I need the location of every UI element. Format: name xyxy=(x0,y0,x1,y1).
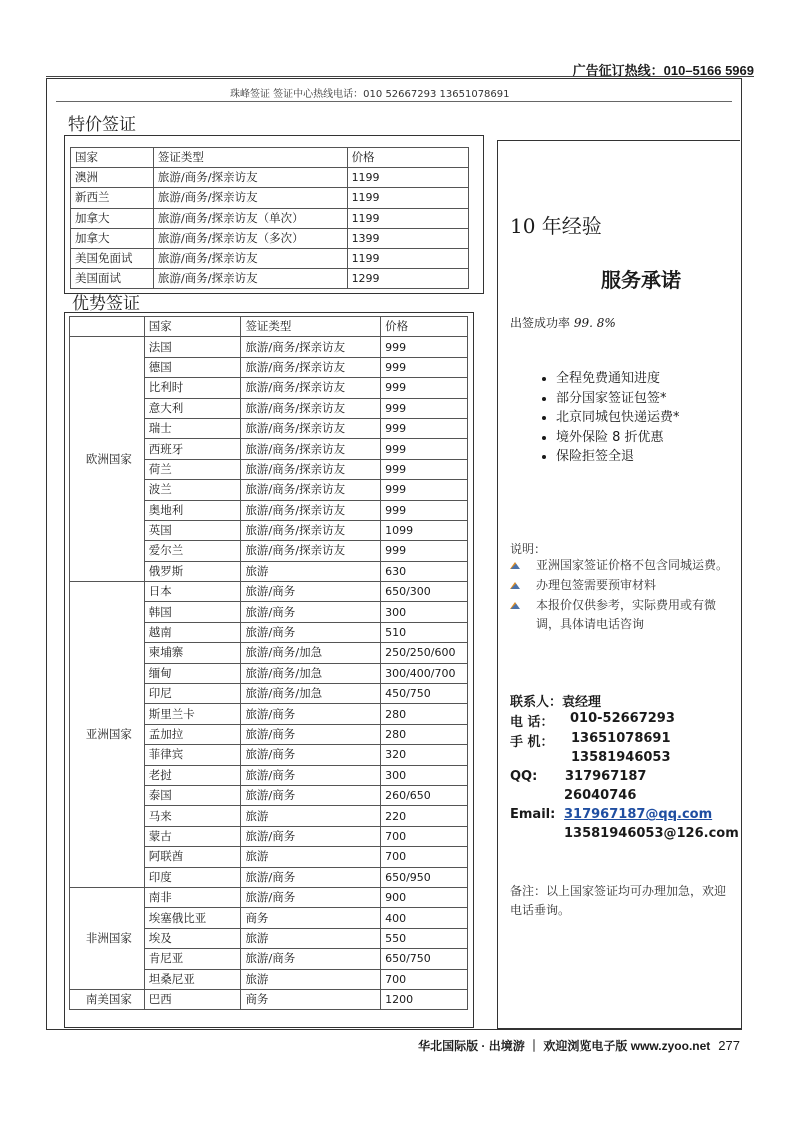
visa-type-cell: 旅游/商务/探亲访友 xyxy=(241,541,381,561)
success-rate-value: 99. 8% xyxy=(573,316,616,330)
page-number: 277 xyxy=(718,1038,740,1053)
country-cell: 印度 xyxy=(144,867,241,887)
column-header: 签证类型 xyxy=(241,317,381,337)
price-cell: 450/750 xyxy=(381,684,468,704)
price-cell: 280 xyxy=(381,724,468,744)
country-cell: 加拿大 xyxy=(71,208,154,228)
remark: 备注：以上国家签证均可办理加急，欢迎电话垂询。 xyxy=(510,884,727,917)
visa-type-cell: 旅游/商务/探亲访友 xyxy=(153,168,347,188)
visa-type-cell: 旅游/商务/探亲访友 xyxy=(241,520,381,540)
price-cell: 650/950 xyxy=(381,867,468,887)
country-cell: 日本 xyxy=(144,582,241,602)
advantage-visa-title: 优势签证 xyxy=(72,294,140,314)
country-cell: 柬埔寨 xyxy=(144,643,241,663)
country-cell: 越南 xyxy=(144,622,241,642)
table-row xyxy=(71,228,469,248)
visa-type-cell: 旅游/商务/探亲访友 xyxy=(241,357,381,377)
price-cell: 999 xyxy=(381,439,468,459)
price-cell: 1199 xyxy=(347,248,468,268)
contact-mobile-1: 13651078691 xyxy=(571,731,671,746)
visa-type-cell: 旅游/商务 xyxy=(241,745,381,765)
price-cell: 1200 xyxy=(381,989,468,1009)
visa-type-cell: 旅游/商务 xyxy=(241,622,381,642)
price-cell: 250/250/600 xyxy=(381,643,468,663)
table-row xyxy=(70,887,468,907)
visa-type-cell: 旅游/商务/探亲访友（单次） xyxy=(153,208,347,228)
special-visa-title: 特价签证 xyxy=(68,115,136,135)
country-cell: 波兰 xyxy=(144,480,241,500)
table-row xyxy=(70,337,468,357)
visa-type-cell: 旅游/商务 xyxy=(241,602,381,622)
visa-type-cell: 旅游/商务 xyxy=(241,887,381,907)
list-item: • 保险拒签全退 xyxy=(556,447,680,467)
contact-email-2: 13581946053@126.com xyxy=(564,826,739,841)
country-cell: 德国 xyxy=(144,357,241,377)
list-item: 亚洲国家签证价格不包含同城运费。 xyxy=(510,556,735,575)
price-cell: 1299 xyxy=(347,269,468,289)
special-visa-table xyxy=(70,147,469,289)
country-cell: 英国 xyxy=(144,520,241,540)
price-cell: 550 xyxy=(381,928,468,948)
price-cell: 700 xyxy=(381,847,468,867)
price-cell: 630 xyxy=(381,561,468,581)
success-rate xyxy=(510,314,616,331)
country-cell: 斯里兰卡 xyxy=(144,704,241,724)
visa-type-cell: 旅游/商务/探亲访友 xyxy=(241,439,381,459)
price-cell: 999 xyxy=(381,541,468,561)
price-cell: 999 xyxy=(381,337,468,357)
price-cell: 700 xyxy=(381,969,468,989)
price-cell: 999 xyxy=(381,398,468,418)
country-cell: 孟加拉 xyxy=(144,724,241,744)
visa-type-cell: 旅游/商务/加急 xyxy=(241,643,381,663)
email-link[interactable]: 317967187@qq.com xyxy=(564,807,713,822)
table-row xyxy=(71,188,469,208)
country-cell: 缅甸 xyxy=(144,663,241,683)
country-cell: 肯尼亚 xyxy=(144,949,241,969)
contact-tel: 010-52667293 xyxy=(570,711,675,726)
country-cell: 老挝 xyxy=(144,765,241,785)
success-rate-label: 出签成功率 xyxy=(510,316,571,330)
visa-type-cell: 旅游/商务 xyxy=(241,826,381,846)
region-cell: 南美国家 xyxy=(70,989,145,1009)
visa-type-cell: 旅游/商务 xyxy=(241,724,381,744)
visa-type-cell: 商务 xyxy=(241,989,381,1009)
price-cell: 999 xyxy=(381,418,468,438)
pyramid-bullet-icon xyxy=(510,582,520,589)
visa-type-cell: 旅游/商务/探亲访友 xyxy=(153,188,347,208)
column-header: 国家 xyxy=(144,317,241,337)
country-cell: 埃塞俄比亚 xyxy=(144,908,241,928)
visa-type-cell: 旅游/商务/探亲访友 xyxy=(241,480,381,500)
country-cell: 瑞士 xyxy=(144,418,241,438)
contact-person: 联系人：袁经理 xyxy=(510,695,602,710)
sub-header: 珠峰签证 签证中心热线电话：010 52667293 13651078691 xyxy=(230,89,510,100)
table-row xyxy=(70,582,468,602)
price-cell: 320 xyxy=(381,745,468,765)
visa-type-cell: 旅游/商务/探亲访友 xyxy=(241,398,381,418)
country-cell: 南非 xyxy=(144,887,241,907)
price-cell: 999 xyxy=(381,378,468,398)
sub-header-rule xyxy=(56,101,732,102)
list-item: • 部分国家签证包签* xyxy=(556,389,680,409)
country-cell: 新西兰 xyxy=(71,188,154,208)
visa-type-cell: 旅游/商务/探亲访友 xyxy=(241,337,381,357)
contact-label-tel: 电 话： xyxy=(510,715,554,730)
country-cell: 美国免面试 xyxy=(71,248,154,268)
country-cell: 荷兰 xyxy=(144,459,241,479)
price-cell: 300 xyxy=(381,765,468,785)
country-cell: 泰国 xyxy=(144,785,241,805)
visa-type-cell: 旅游/商务/加急 xyxy=(241,684,381,704)
country-cell: 蒙古 xyxy=(144,826,241,846)
top-rule xyxy=(46,76,754,77)
country-cell: 法国 xyxy=(144,337,241,357)
price-cell: 1099 xyxy=(381,520,468,540)
visa-type-cell: 旅游/商务/探亲访友 xyxy=(153,248,347,268)
visa-type-cell: 旅游/商务 xyxy=(241,867,381,887)
visa-type-cell: 旅游/商务 xyxy=(241,704,381,724)
advantage-visa-table xyxy=(69,316,468,1010)
pyramid-bullet-icon xyxy=(510,562,520,569)
visa-type-cell: 旅游/商务/加急 xyxy=(241,663,381,683)
visa-type-cell: 旅游/商务 xyxy=(241,785,381,805)
price-cell: 510 xyxy=(381,622,468,642)
table-header-row xyxy=(71,148,469,168)
price-cell: 280 xyxy=(381,704,468,724)
price-cell: 1199 xyxy=(347,208,468,228)
price-cell: 1199 xyxy=(347,168,468,188)
country-cell: 阿联酋 xyxy=(144,847,241,867)
price-cell: 300 xyxy=(381,602,468,622)
list-item: • 北京同城包快递运费* xyxy=(556,408,680,428)
list-item: • 全程免费通知进度 xyxy=(556,369,680,389)
list-item: 本报价仅供参考，实际费用或有微调，具体请电话咨询 xyxy=(510,596,735,634)
table-row xyxy=(71,248,469,268)
service-bullet-list xyxy=(530,369,680,467)
visa-type-cell: 旅游 xyxy=(241,969,381,989)
visa-type-cell: 旅游 xyxy=(241,561,381,581)
footer-text: 华北国际版 · 出境游 ｜ 欢迎浏览电子版 www.zyoo.net xyxy=(418,1039,711,1053)
table-header-row xyxy=(70,317,468,337)
country-cell: 爱尔兰 xyxy=(144,541,241,561)
region-cell: 欧洲国家 xyxy=(70,337,145,582)
price-cell: 900 xyxy=(381,887,468,907)
contact-label-qq: QQ: xyxy=(510,769,538,784)
country-cell: 菲律宾 xyxy=(144,745,241,765)
visa-type-cell: 商务 xyxy=(241,908,381,928)
table-row xyxy=(71,168,469,188)
price-cell: 1199 xyxy=(347,188,468,208)
experience-heading: 10 年经验 xyxy=(510,214,602,238)
visa-type-cell: 旅游/商务/探亲访友 xyxy=(153,269,347,289)
visa-type-cell: 旅游/商务 xyxy=(241,949,381,969)
country-cell: 奥地利 xyxy=(144,500,241,520)
list-item: • 境外保险 8 折优惠 xyxy=(556,428,680,448)
country-cell: 意大利 xyxy=(144,398,241,418)
contact-qq-1: 317967187 xyxy=(565,769,647,784)
column-header: 国家 xyxy=(71,148,154,168)
pyramid-bullet-icon xyxy=(510,602,520,609)
visa-type-cell: 旅游 xyxy=(241,847,381,867)
price-cell: 400 xyxy=(381,908,468,928)
country-cell: 马来 xyxy=(144,806,241,826)
visa-type-cell: 旅游/商务 xyxy=(241,765,381,785)
table-row xyxy=(70,989,468,1009)
footer xyxy=(418,1037,740,1054)
country-cell: 韩国 xyxy=(144,602,241,622)
country-cell: 澳洲 xyxy=(71,168,154,188)
column-header: 签证类型 xyxy=(153,148,347,168)
country-cell: 美国面试 xyxy=(71,269,154,289)
column-header: 价格 xyxy=(347,148,468,168)
table-row xyxy=(71,208,469,228)
region-cell: 亚洲国家 xyxy=(70,582,145,888)
price-cell: 650/750 xyxy=(381,949,468,969)
price-cell: 1399 xyxy=(347,228,468,248)
country-cell: 巴西 xyxy=(144,989,241,1009)
contact-email-1[interactable] xyxy=(564,807,712,822)
contact-mobile-2: 13581946053 xyxy=(571,750,671,765)
price-cell: 999 xyxy=(381,459,468,479)
price-cell: 999 xyxy=(381,480,468,500)
visa-type-cell: 旅游/商务 xyxy=(241,582,381,602)
price-cell: 220 xyxy=(381,806,468,826)
price-cell: 999 xyxy=(381,500,468,520)
visa-type-cell: 旅游 xyxy=(241,928,381,948)
visa-type-cell: 旅游/商务/探亲访友 xyxy=(241,459,381,479)
visa-type-cell: 旅游/商务/探亲访友 xyxy=(241,418,381,438)
service-promise-heading: 服务承诺 xyxy=(601,268,681,292)
country-cell: 埃及 xyxy=(144,928,241,948)
visa-type-cell: 旅游/商务/探亲访友 xyxy=(241,378,381,398)
country-cell: 俄罗斯 xyxy=(144,561,241,581)
notes-title: 说明： xyxy=(510,542,547,556)
price-cell: 650/300 xyxy=(381,582,468,602)
ad-hotline: 广告征订热线：010–5166 5969 xyxy=(572,63,754,78)
region-header-cell xyxy=(70,317,145,337)
price-cell: 260/650 xyxy=(381,785,468,805)
contact-qq-2: 26040746 xyxy=(564,788,637,803)
visa-type-cell: 旅游/商务/探亲访友（多次） xyxy=(153,228,347,248)
country-cell: 比利时 xyxy=(144,378,241,398)
column-header: 价格 xyxy=(381,317,468,337)
table-row xyxy=(71,269,469,289)
country-cell: 西班牙 xyxy=(144,439,241,459)
price-cell: 999 xyxy=(381,357,468,377)
notes-list xyxy=(510,556,735,635)
list-item: 办理包签需要预审材料 xyxy=(510,576,735,595)
contact-label-email: Email: xyxy=(510,807,556,822)
visa-type-cell: 旅游 xyxy=(241,806,381,826)
visa-type-cell: 旅游/商务/探亲访友 xyxy=(241,500,381,520)
region-cell: 非洲国家 xyxy=(70,887,145,989)
country-cell: 印尼 xyxy=(144,684,241,704)
price-cell: 300/400/700 xyxy=(381,663,468,683)
country-cell: 坦桑尼亚 xyxy=(144,969,241,989)
price-cell: 700 xyxy=(381,826,468,846)
country-cell: 加拿大 xyxy=(71,228,154,248)
contact-label-mobile: 手 机： xyxy=(510,735,554,750)
